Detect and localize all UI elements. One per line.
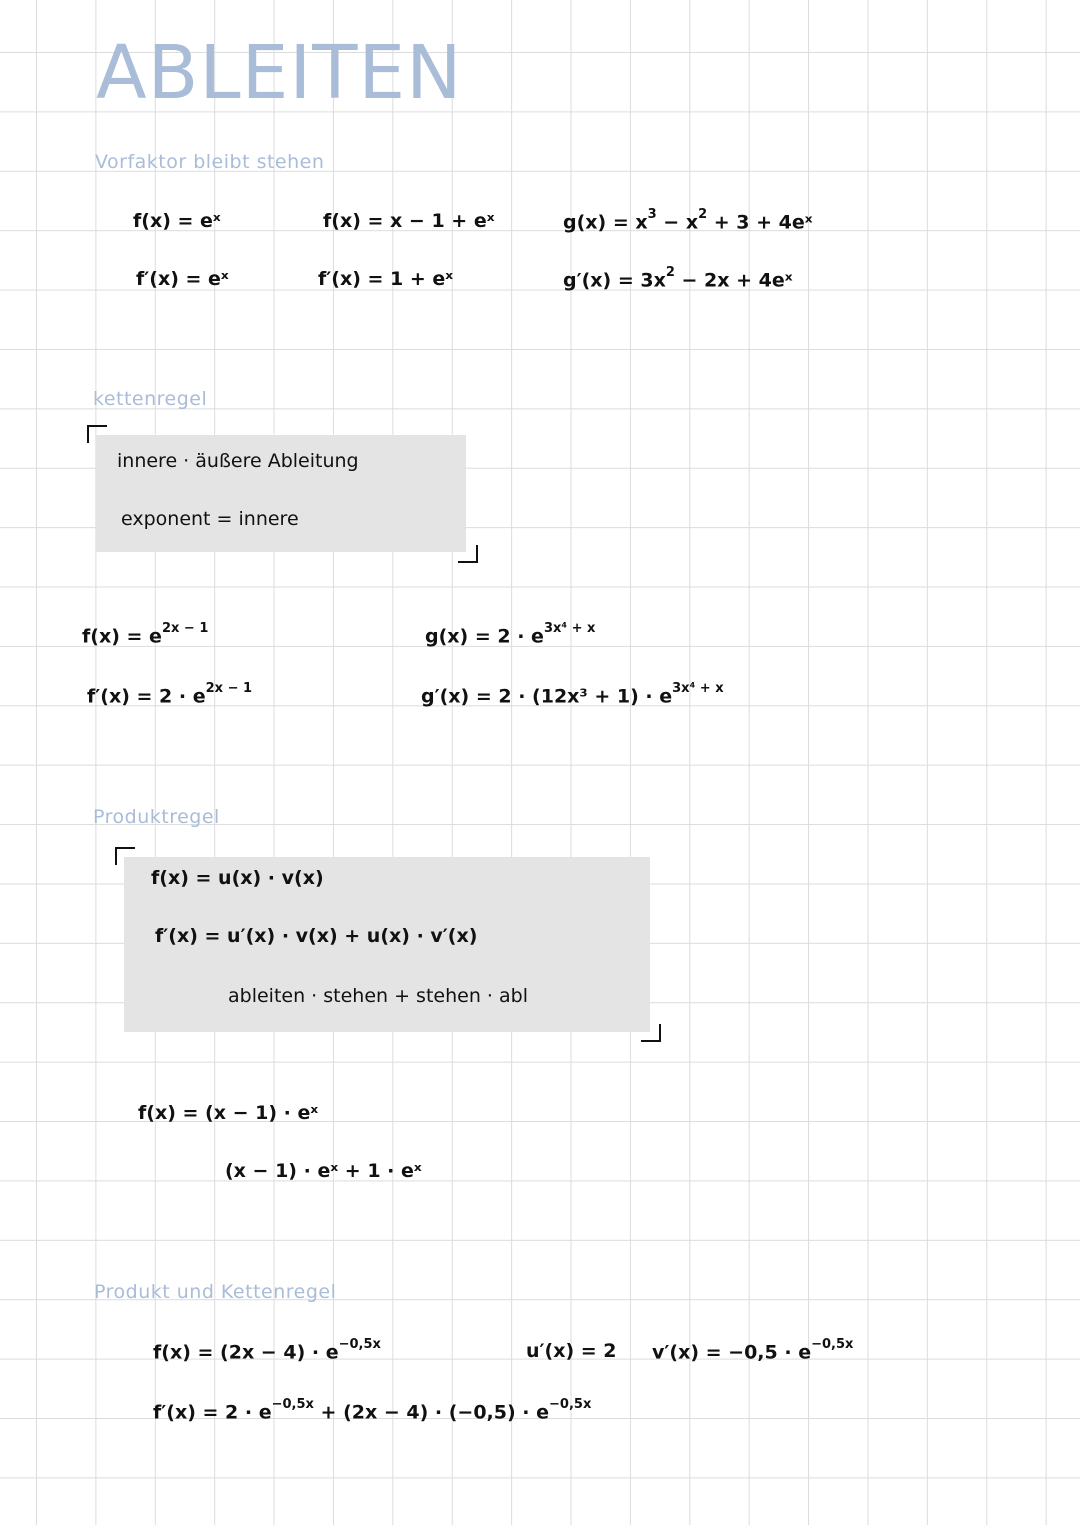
produkt-ketten-fprime: $f'(x) = 2 \cdot e^{-0,5x} + (2x - 4) \cdot (-0,5) \cdot e^{-0,5x}$ [153, 1397, 592, 1424]
kettenregel-box-line1: innere · äußere Ableitung [117, 450, 359, 472]
produktregel-box-line2: f′(x) = u′(x) · v(x) + u(x) · v′(x) [155, 925, 478, 947]
kettenregel-box-line2: exponent = innere [121, 508, 299, 530]
section-heading-produktregel: Produktregel [93, 806, 220, 828]
vorfaktor-ex3-gprime: $g'(x) = 3x^2 - 2x$ + 4eˣ [563, 265, 793, 292]
section-heading-vorfaktor: Vorfaktor bleibt stehen [95, 151, 325, 173]
vorfaktor-ex3-g: $g(x) = x^3 - x^2 + 3$ + 4eˣ [563, 207, 813, 234]
produkt-ketten-vprime: $v'(x) = -0,5 \cdot e^{-0,5x}$ [652, 1337, 854, 1364]
produkt-ketten-uprime: u′(x) = 2 [526, 1340, 617, 1362]
section-heading-kettenregel: kettenregel [93, 388, 208, 410]
vorfaktor-ex1-fprime: f′(x) = eˣ [136, 268, 229, 290]
corner-mark-top-left [115, 847, 135, 865]
kettenregel-ex2-g: $g(x) = 2 \cdot e^{3x^4 + x}$ [425, 621, 596, 648]
vorfaktor-ex1-f: f(x) = eˣ [133, 210, 221, 232]
section-heading-produkt-ketten: Produkt und Kettenregel [94, 1281, 337, 1303]
vorfaktor-ex2-fprime: f′(x) = 1 + eˣ [318, 268, 454, 290]
corner-mark-top-left [87, 425, 107, 443]
produktregel-box-line3: ableiten · stehen + stehen · abl [228, 985, 528, 1007]
corner-mark-bottom-right [458, 545, 478, 563]
corner-mark-bottom-right [641, 1024, 661, 1042]
produktregel-box-line1: f(x) = u(x) · v(x) [151, 867, 324, 889]
vorfaktor-ex2-f: f(x) = x − 1 + eˣ [323, 210, 495, 232]
kettenregel-ex2-gprime: $g'(x) = 2 \cdot (12x^3 + 1) \cdot e^{3x^4 + x}$ [421, 681, 724, 708]
produkt-ketten-f: $f(x) = (2x - 4) \cdot e^{-0,5x}$ [153, 1337, 381, 1364]
produktregel-ex-line2: (x − 1) · eˣ + 1 · eˣ [225, 1160, 422, 1182]
kettenregel-ex1-f: $f(x) = e^{2x - 1}$ [82, 621, 209, 648]
produktregel-ex-line1: f(x) = (x − 1) · eˣ [138, 1102, 319, 1124]
page-title: ABLEITEN [96, 30, 463, 116]
kettenregel-ex1-fprime: $f'(x) = 2 \cdot e^{2x - 1}$ [87, 681, 253, 708]
